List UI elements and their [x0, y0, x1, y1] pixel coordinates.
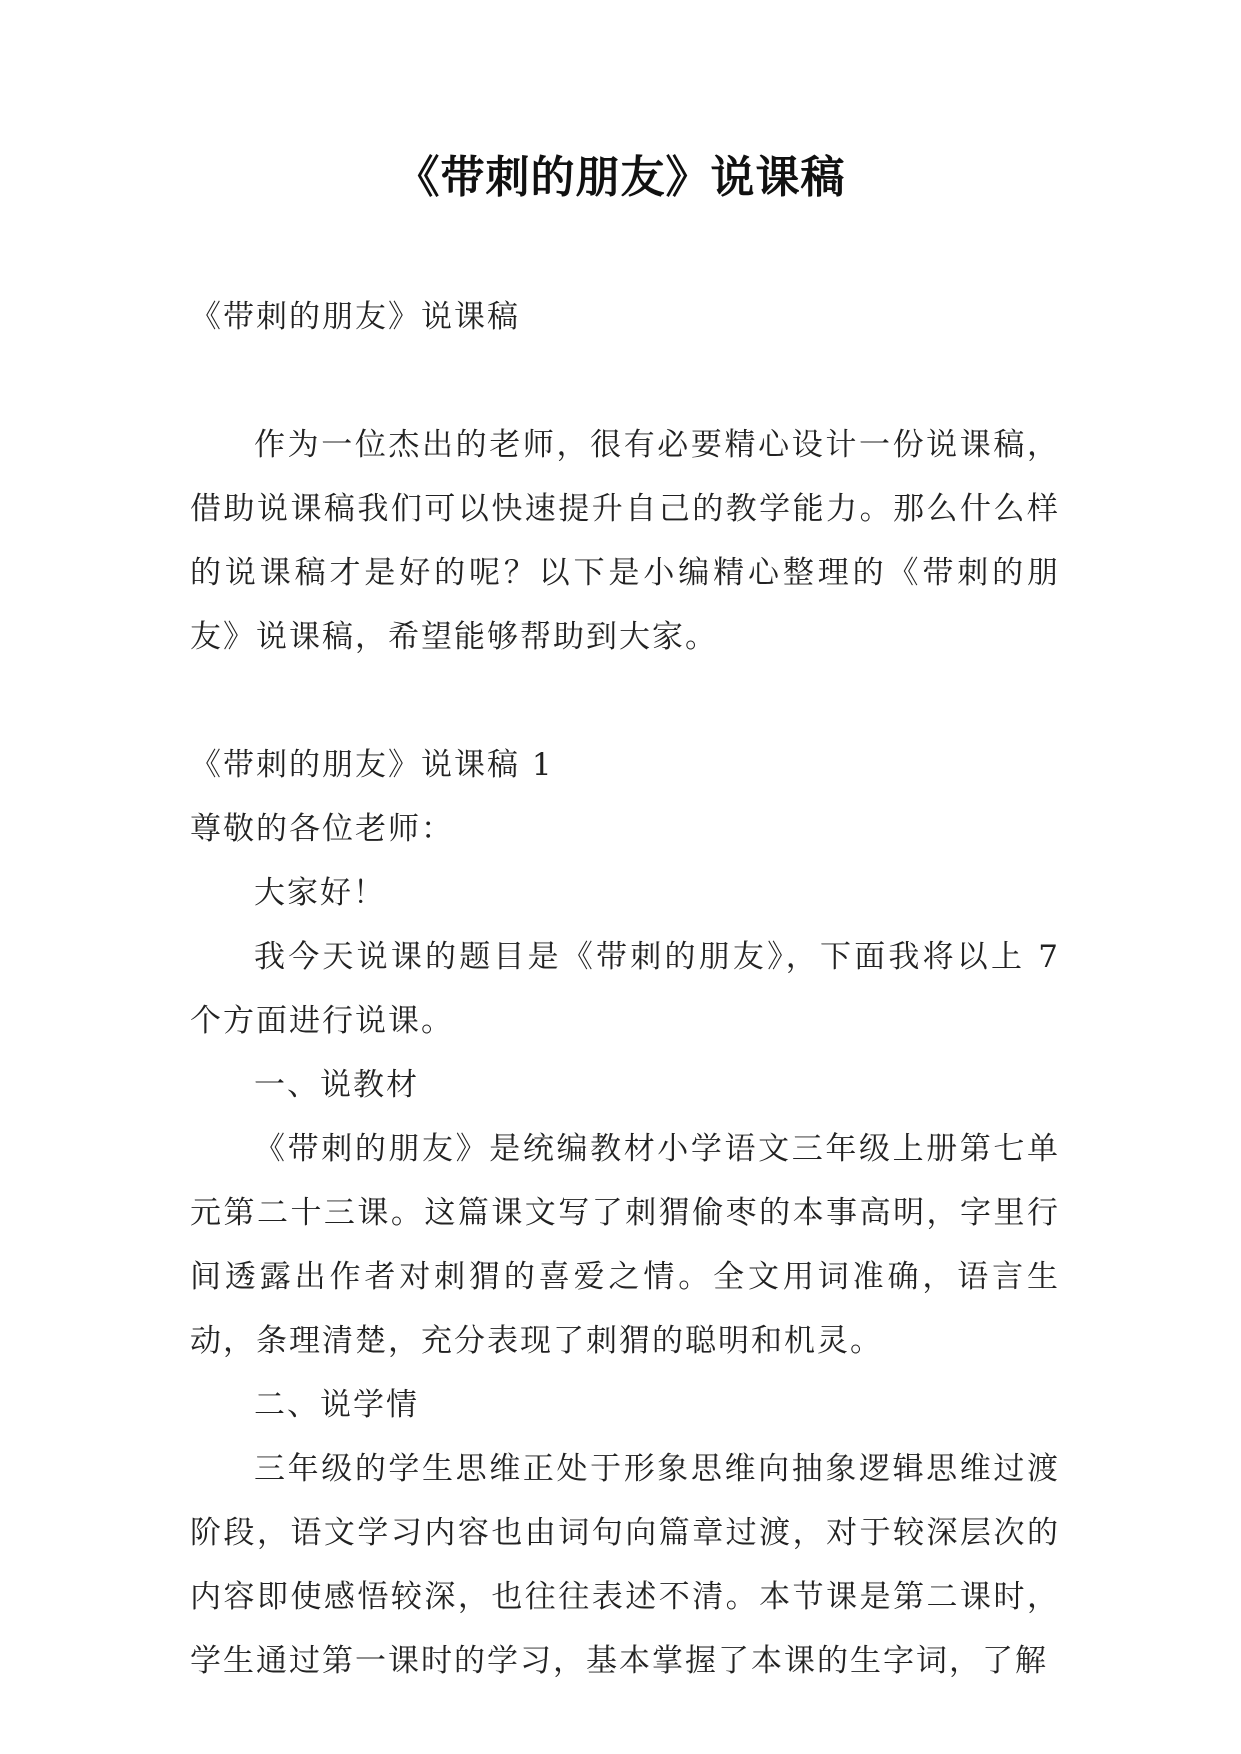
textbook-paragraph: 《带刺的朋友》是统编教材小学语文三年级上册第七单元第二十三课。这篇课文写了刺猬偷枣的本事高明，字里行间透露出作者对刺猬的喜爱之情。全文用词准确，语言生动，条理清楚，充分表现了刺猬的聪明和机灵。 — [190, 1131, 1060, 1359]
document-body — [190, 285, 1060, 1693]
learners-paragraph: 三年级的学生思维正处于形象思维向抽象逻辑思维过渡阶段，语文学习内容也由词句向篇章过渡，对于较深层次的内容即使感悟较深，也往往表述不清。本节课是第二课时，学生通过第一课时的学习，基本掌握了本课的生字词，了解 — [190, 1451, 1060, 1679]
greeting: 大家好！ — [254, 875, 386, 911]
heading-textbook: 一、说教材 — [254, 1067, 419, 1103]
document-title: 《带刺的朋友》说课稿 — [395, 152, 846, 203]
intro-paragraph: 作为一位杰出的老师，很有必要精心设计一份说课稿，借助说课稿我们可以快速提升自己的教学能力。那么什么样的说课稿才是好的呢？以下是小编精心整理的《带刺的朋友》说课稿，希望能够帮助到大家。 — [190, 427, 1060, 655]
salutation: 尊敬的各位老师： — [190, 811, 454, 847]
section-title: 《带刺的朋友》说课稿 1 — [190, 747, 554, 783]
heading-learners: 二、说学情 — [254, 1387, 419, 1423]
opening-paragraph: 我今天说课的题目是《带刺的朋友》，下面我将以上 7 个方面进行说课。 — [190, 939, 1060, 1039]
document-subtitle: 《带刺的朋友》说课稿 — [190, 299, 520, 335]
